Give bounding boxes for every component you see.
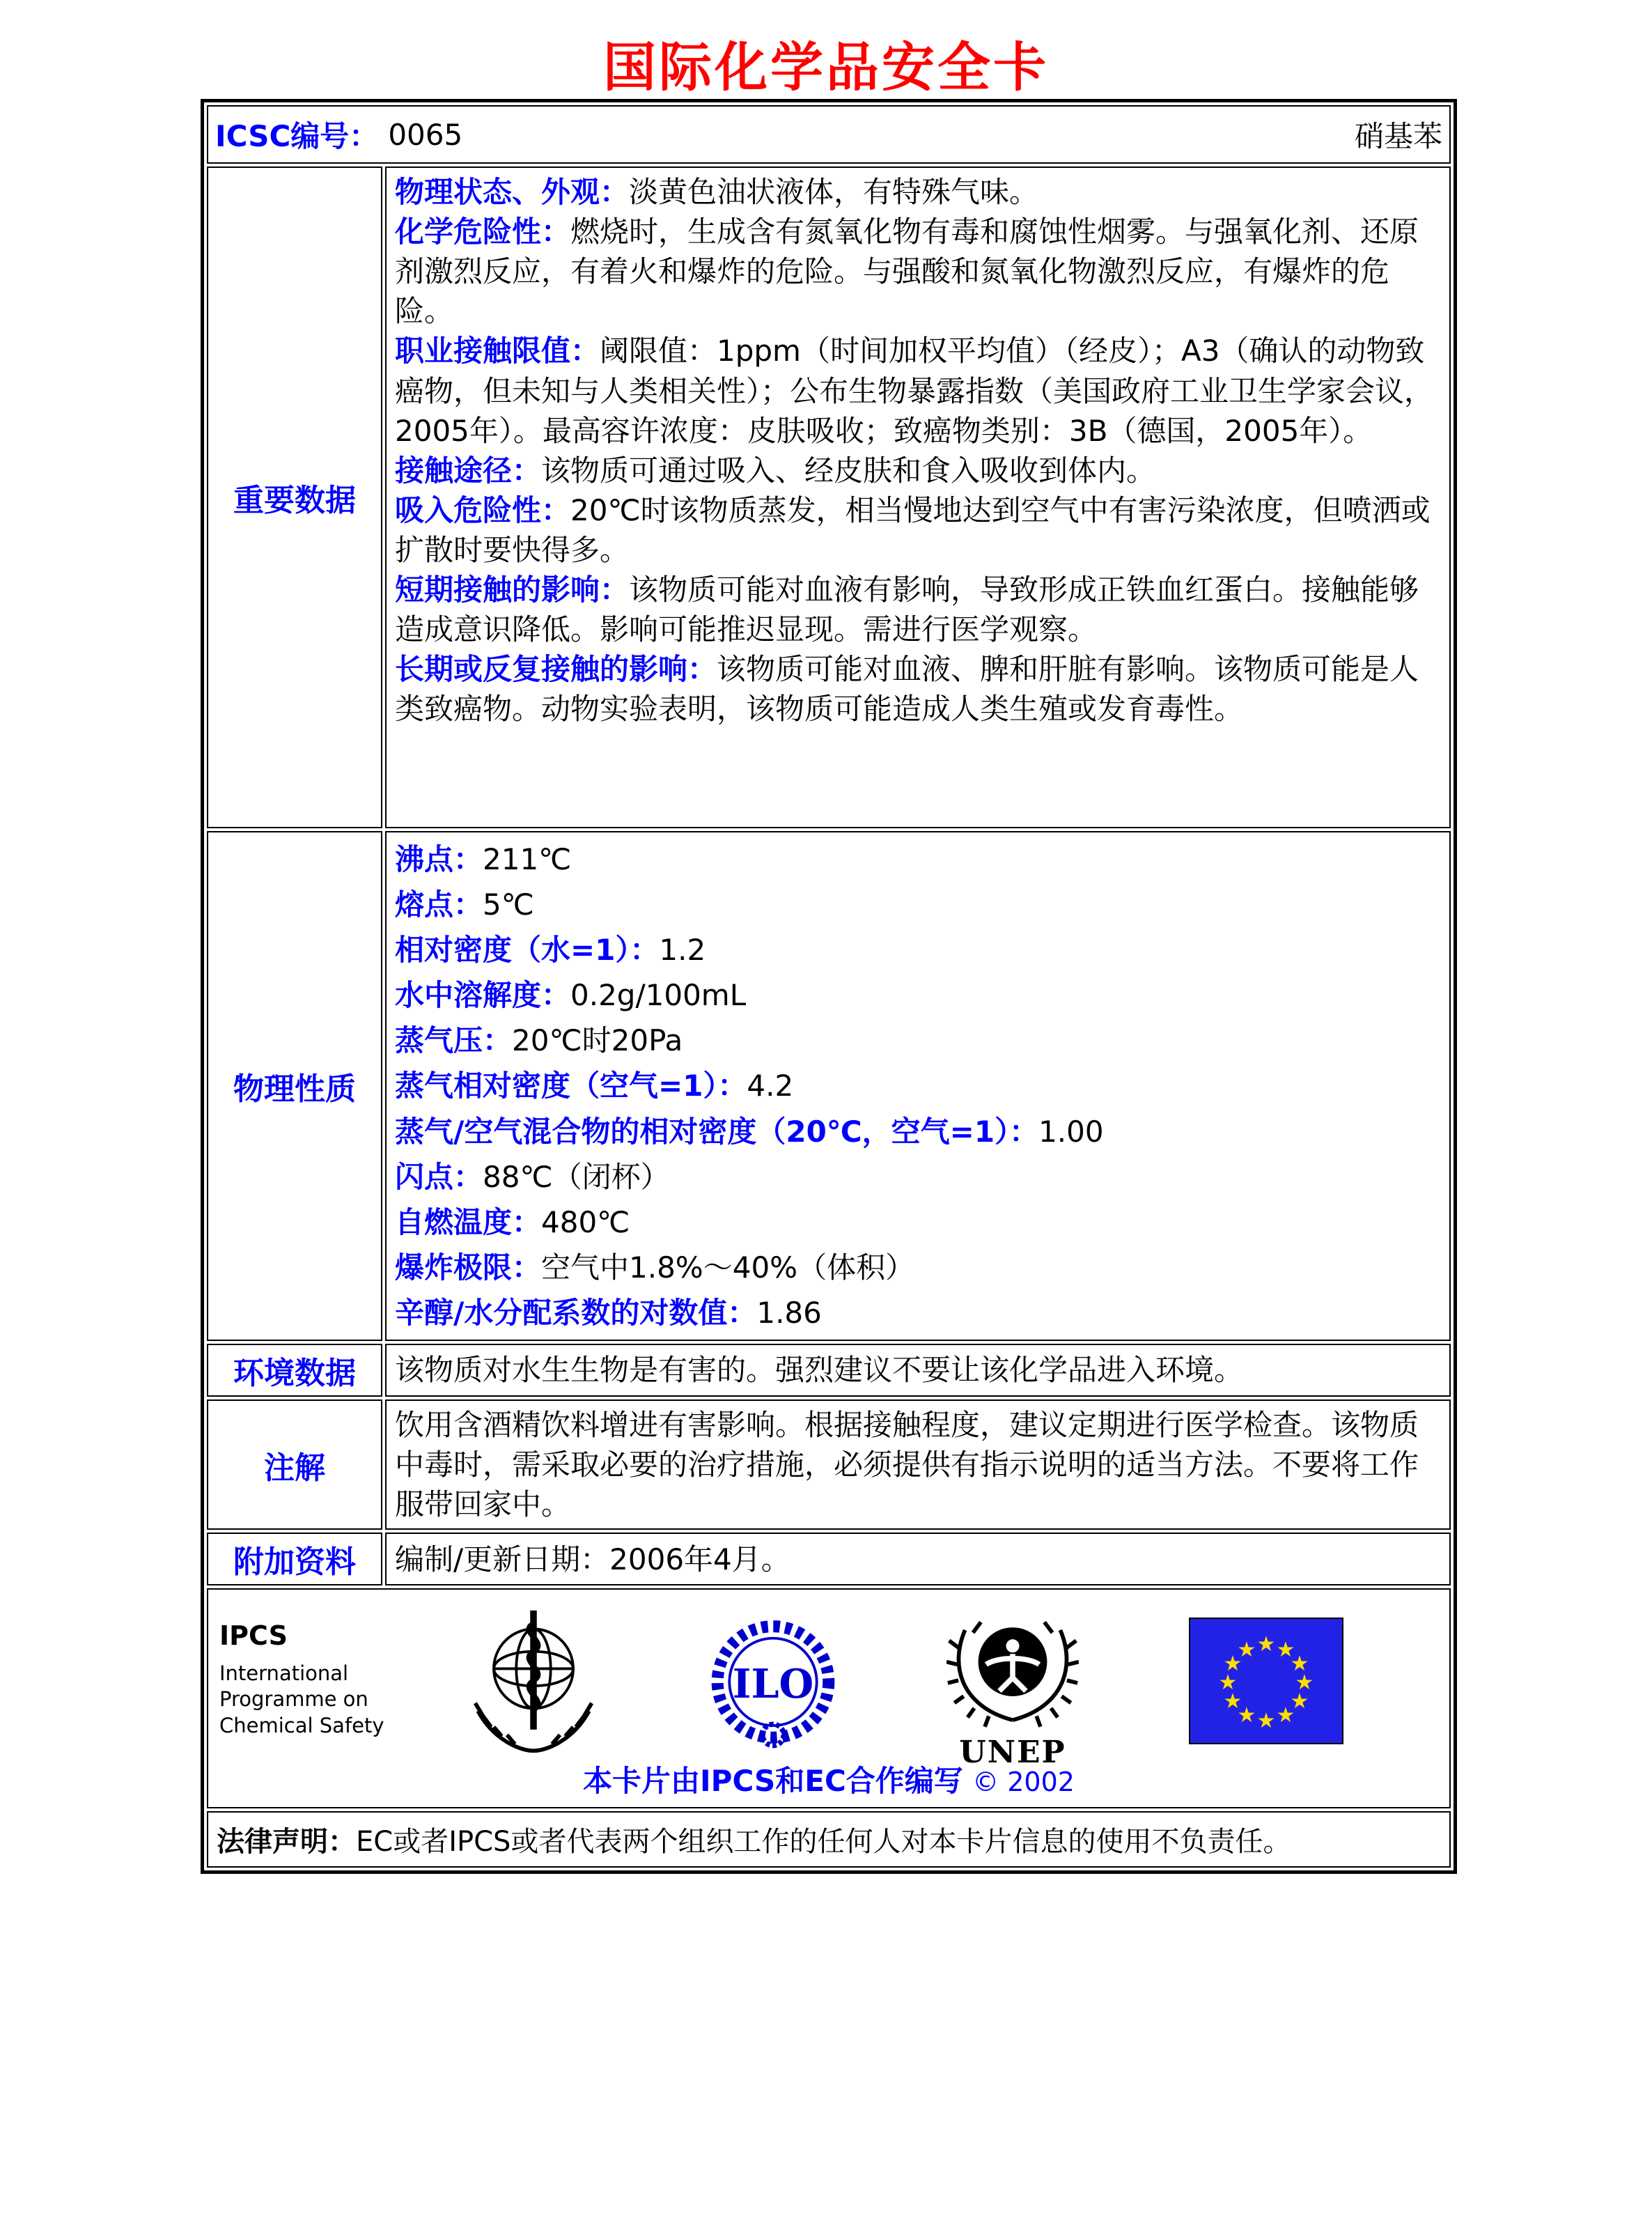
header-row <box>207 105 1451 164</box>
notes-content <box>385 1399 1451 1530</box>
property-line <box>395 1154 1441 1200</box>
property-label: 自燃温度： <box>395 1204 542 1239</box>
svg-text:★: ★ <box>1223 1689 1242 1714</box>
svg-text:★: ★ <box>1223 1652 1242 1677</box>
svg-text:★: ★ <box>1237 1638 1256 1663</box>
svg-text:★: ★ <box>1256 1632 1276 1657</box>
environmental-data-row <box>207 1344 1451 1397</box>
physical-properties-row <box>207 831 1451 1341</box>
footer-caption <box>208 1758 1449 1800</box>
legal-text: EC或者IPCS或者代表两个组织工作的任何人对本卡片信息的使用不负责任。 <box>356 1826 1291 1859</box>
property-line <box>395 1018 1441 1063</box>
property-line <box>395 837 1441 882</box>
property-label: 蒸气压： <box>395 1023 513 1058</box>
page-title: 国际化学品安全卡 <box>603 36 1049 98</box>
important-data-row <box>207 166 1451 828</box>
svg-text:★: ★ <box>1290 1652 1309 1677</box>
property-label: 水中溶解度： <box>395 978 571 1013</box>
icsc-table <box>201 99 1457 1874</box>
property-label: 蒸气/空气混合物的相对密度（20℃，空气=1）： <box>395 1114 1039 1149</box>
property-value: 88℃（闭杯） <box>483 1159 670 1194</box>
section-label-physical-properties: 物理性质 <box>207 831 382 1341</box>
additional-info-row <box>207 1533 1451 1585</box>
eu-flag-icon <box>1189 1618 1343 1747</box>
property-value: 5℃ <box>483 887 534 922</box>
property-value: 211℃ <box>483 842 572 876</box>
legal-label: 法律声明： <box>217 1826 356 1859</box>
field-text: 该物质可通过吸入、经皮肤和食入吸收到体内。 <box>541 453 1156 488</box>
property-value: 1.00 <box>1038 1114 1104 1149</box>
field-text: 燃烧时，生成含有氮氧化物有毒和腐蚀性烟雾。与强氧化剂、还原剂激烈反应，有着火和爆炸的危险。与强酸和氮氧化物激烈反应，有爆炸的危险。 <box>395 215 1419 329</box>
property-line <box>395 1290 1441 1335</box>
ipcs-subtitle-line: Chemical Safety <box>219 1713 384 1737</box>
section-label-notes: 注解 <box>207 1399 382 1530</box>
property-value: 0.2g/100mL <box>570 978 747 1013</box>
legal-content <box>207 1811 1451 1868</box>
property-line <box>395 882 1441 927</box>
chemical-name: 硝基苯 <box>1354 119 1442 153</box>
property-value: 480℃ <box>541 1204 630 1239</box>
field-text: 阈限值：1ppm（时间加权平均值）（经皮）；A3（确认的动物致癌物，但未知与人类相关性）；公布生物暴露指数（美国政府工业卫生学家会议，2005年）。最高容许浓度：皮肤吸收；致癌物类别：3B（德国，2005年）。 <box>395 334 1434 448</box>
legal-row <box>207 1811 1451 1868</box>
property-line <box>395 1109 1441 1154</box>
svg-text:★: ★ <box>1276 1703 1295 1728</box>
field-text: 该物质可能对血液、脾和肝脏有影响。该物质可能是人类致癌物。动物实验表明，该物质可能造成人类生殖或发育毒性。 <box>395 652 1419 727</box>
property-label: 相对密度（水=1）： <box>395 933 660 968</box>
svg-text:★: ★ <box>1256 1709 1276 1734</box>
property-value: 20℃时20Pa <box>512 1023 683 1058</box>
property-label: 辛醇/水分配系数的对数值： <box>395 1295 757 1330</box>
property-line <box>395 972 1441 1018</box>
important-data-content <box>385 166 1451 828</box>
svg-text:★: ★ <box>1295 1670 1314 1696</box>
field-text: 20℃时该物质蒸发，相当慢地达到空气中有害污染浓度，但喷洒或扩散时要快得多。 <box>395 493 1431 567</box>
field-label: 吸入危险性： <box>395 493 571 527</box>
property-label: 沸点： <box>395 842 483 876</box>
unep-label: UNEP <box>959 1735 1066 1771</box>
property-line <box>395 1245 1441 1290</box>
property-line <box>395 927 1441 972</box>
field-text: 淡黄色油状液体，有特殊气味。 <box>629 175 1039 209</box>
important-data-item <box>395 175 1433 726</box>
ilo-logo-icon <box>707 1608 839 1771</box>
section-label-additional-info: 附加资料 <box>207 1533 382 1585</box>
property-label: 蒸气相对密度（空气=1）： <box>395 1069 747 1103</box>
property-value: 4.2 <box>747 1069 794 1103</box>
icsc-number-value: 0065 <box>388 117 463 152</box>
property-value: 1.86 <box>756 1295 822 1330</box>
who-logo-icon <box>467 1608 600 1771</box>
ilo-letters: ILO <box>732 1661 814 1708</box>
icsc-number-group <box>215 114 462 155</box>
physical-properties-content <box>385 831 1451 1341</box>
legal-line <box>217 1820 1291 1859</box>
property-label: 闪点： <box>395 1159 483 1194</box>
property-label: 熔点： <box>395 887 483 922</box>
svg-text:★: ★ <box>1276 1638 1295 1663</box>
logos-row <box>207 1588 1451 1808</box>
icsc-number-label: ICSC编号： <box>215 119 379 153</box>
additional-info-text: 编制/更新日期：2006年4月。 <box>395 1542 790 1576</box>
ipcs-text-block <box>219 1620 384 1738</box>
property-label: 爆炸极限： <box>395 1250 542 1285</box>
property-line <box>395 1063 1441 1108</box>
environmental-data-content <box>385 1344 1451 1397</box>
unep-logo-icon <box>946 1604 1079 1770</box>
field-label: 短期接触的影响： <box>395 573 630 607</box>
field-label: 化学危险性： <box>395 215 571 249</box>
section-label-environmental-data: 环境数据 <box>207 1344 382 1397</box>
field-label: 职业接触限值： <box>395 334 600 369</box>
field-text: 该物质可能对血液有影响，导致形成正铁血红蛋白。接触能够造成意识降低。影响可能推迟显现。需进行医学观察。 <box>395 573 1419 647</box>
svg-text:★: ★ <box>1290 1689 1309 1714</box>
ipcs-subtitle-line: Programme on <box>219 1687 368 1712</box>
header-cell <box>207 105 1451 164</box>
additional-info-content <box>385 1533 1451 1585</box>
svg-text:★: ★ <box>1218 1670 1238 1696</box>
field-label: 长期或反复接触的影响： <box>395 652 717 687</box>
svg-text:★: ★ <box>1237 1703 1256 1728</box>
field-label: 接触途径： <box>395 453 542 488</box>
environmental-data-text: 该物质对水生生物是有害的。强烈建议不要让该化学品进入环境。 <box>395 1353 1244 1388</box>
ipcs-subtitle-line: International <box>219 1661 349 1686</box>
property-line <box>395 1200 1441 1245</box>
notes-text: 饮用含酒精饮料增进有害影响。根据接触程度，建议定期进行医学检查。该物质中毒时，需采取必要的治疗措施，必须提供有指示说明的适当方法。不要将工作服带回家中。 <box>395 1408 1419 1522</box>
notes-row <box>207 1399 1451 1530</box>
logos-cell <box>207 1588 1451 1808</box>
property-value: 空气中1.8%～40%（体积） <box>541 1250 915 1285</box>
footer-caption-year: © 2002 <box>972 1767 1075 1798</box>
property-value: 1.2 <box>659 933 706 968</box>
field-label: 物理状态、外观： <box>395 175 630 209</box>
ipcs-title: IPCS <box>219 1620 288 1652</box>
footer-caption-text: 本卡片由IPCS和EC合作编写 <box>583 1764 963 1799</box>
section-label-important-data: 重要数据 <box>207 166 382 828</box>
